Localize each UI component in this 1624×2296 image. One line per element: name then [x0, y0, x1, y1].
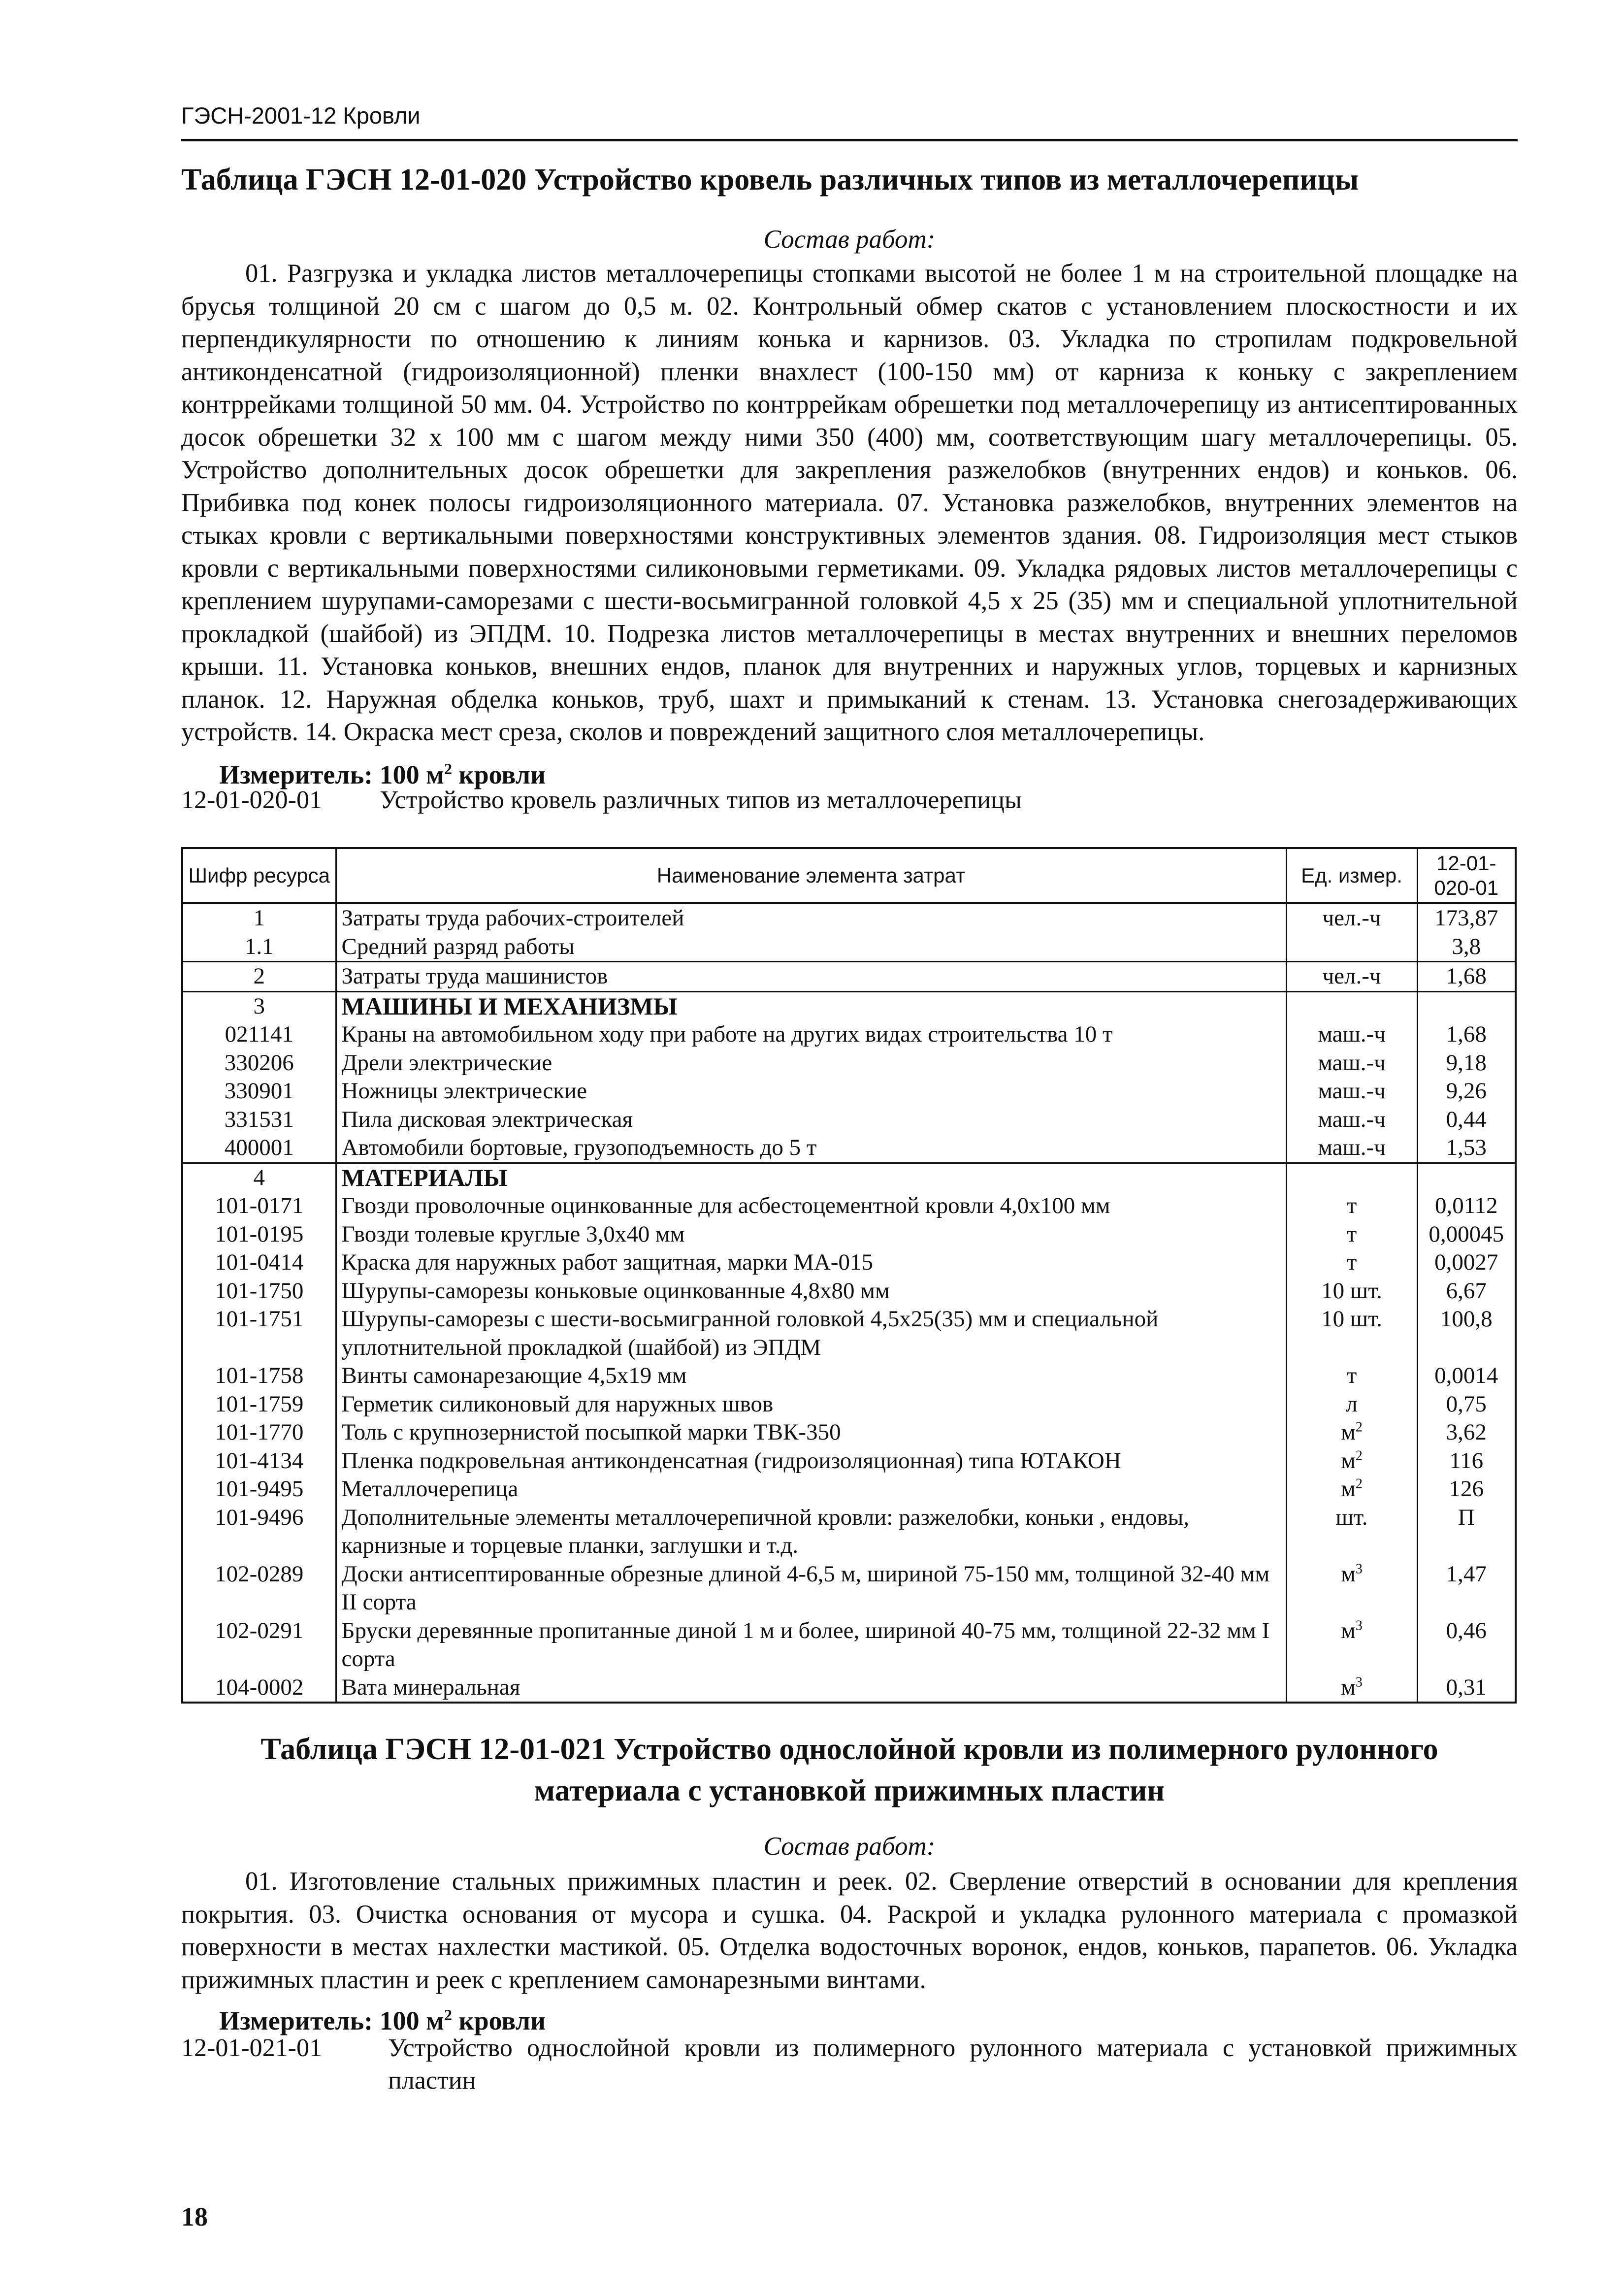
cell-unit-text: м [1341, 1561, 1356, 1587]
cell-unit-text: маш.-ч [1318, 1135, 1386, 1160]
cell-code-text: 101-0171 [215, 1193, 304, 1218]
table2-meter [219, 2000, 546, 2036]
table-row [182, 1560, 1516, 1617]
meter-sup: 2 [444, 760, 452, 778]
cell-value-text: 1,68 [1446, 1021, 1487, 1047]
norm-code: 12-01-020-01 [181, 786, 322, 814]
cell-value-text: 1,53 [1446, 1135, 1487, 1160]
table2-works-caption: Состав работ: [763, 1832, 936, 1861]
cell-value-text: 0,31 [1446, 1674, 1487, 1700]
cell-value [1417, 1362, 1516, 1390]
cell-name [336, 962, 1286, 992]
cell-name-text: Затраты труда машинистов [341, 963, 608, 989]
cell-name-text: Дополнительные элементы металлочерепичной кровли: разжелобки, коньки , ендовы, карнизные и торцевые планки, заглушки и т.д. [341, 1504, 1189, 1558]
table-row [182, 1418, 1516, 1447]
table-header-row [182, 848, 1516, 903]
cell-name [336, 991, 1286, 1020]
cell-code [182, 1560, 336, 1617]
cell-name-text: Толь с крупнозернистой посыпкой марки ТВК-350 [341, 1419, 841, 1445]
cell-name-text: Доски антисептированные обрезные длиной 4-6,5 м, шириной 75-150 мм, толщиной 32-40 мм II сорта [341, 1561, 1270, 1615]
col-header-code: Шифр ресурса [182, 848, 336, 903]
cell-unit [1286, 1475, 1417, 1504]
cell-code [182, 1134, 336, 1163]
cell-name-text: Пила дисковая электрическая [341, 1106, 633, 1132]
cell-unit-text: 10 шт. [1321, 1306, 1382, 1332]
cell-code-text: 400001 [224, 1135, 294, 1160]
cell-name-text: Металлочерепица [341, 1476, 519, 1502]
cell-code [182, 933, 336, 962]
table-row [182, 1106, 1516, 1134]
cell-name [336, 1617, 1286, 1673]
cell-value [1417, 1475, 1516, 1504]
cell-unit-text: л [1346, 1391, 1358, 1417]
table2-works-text: 01. Изготовление стальных прижимных пластин и реек. 02. Сверление отверстий в основании для крепления покрытия. 03. Очистка основания от мусора и сушка. 04. Раскрой и укладка рулонного материала с промазкой поверхности в местах нахлестки мастикой. 05. Отделка водосточных воронок, ендов, коньков, парапетов. 06. Укладка прижимных пластин и реек с креплением самонарезными винтами. [181, 1867, 1518, 1994]
cell-code [182, 1305, 336, 1362]
cell-code [182, 903, 336, 933]
table-row [182, 933, 1516, 962]
meter-value: 100 м [379, 2006, 444, 2035]
cell-name [336, 1362, 1286, 1390]
cell-unit-text: маш.-ч [1318, 1050, 1386, 1076]
cell-value [1417, 1504, 1516, 1560]
cell-code [182, 1418, 336, 1447]
cell-code-text: 101-1759 [215, 1391, 304, 1417]
table1-title: Таблица ГЭСН 12-01-020 Устройство кровель различных типов из металлочерепицы [181, 163, 1359, 197]
table-row [182, 903, 1516, 933]
cell-unit-text: м [1341, 1617, 1356, 1643]
cell-value-text: 0,44 [1446, 1106, 1487, 1132]
cell-name [336, 1049, 1286, 1078]
cell-value [1417, 1106, 1516, 1134]
cell-name [336, 1277, 1286, 1306]
cell-name-text: Винты самонарезающие 4,5х19 мм [341, 1363, 687, 1388]
cell-unit-text: маш.-ч [1318, 1106, 1386, 1132]
cell-name [336, 1077, 1286, 1106]
cell-code [182, 1020, 336, 1049]
cell-unit-text: м [1341, 1419, 1356, 1445]
cell-unit [1286, 1049, 1417, 1078]
cell-code-text: 101-1770 [215, 1419, 304, 1445]
cell-value [1417, 1418, 1516, 1447]
cell-name [336, 1106, 1286, 1134]
cell-unit [1286, 1362, 1417, 1390]
cell-name-text: Краска для наружных работ защитная, марки МА-015 [341, 1249, 874, 1275]
cell-name [336, 1390, 1286, 1419]
col-header-value: 12-01-020-01 [1417, 848, 1516, 903]
cell-value-text: 3,8 [1452, 933, 1481, 959]
cell-name-text: Ножницы электрические [341, 1078, 587, 1104]
cell-value-text: 0,0112 [1434, 1193, 1498, 1218]
cell-value [1417, 1673, 1516, 1703]
cell-name [336, 1020, 1286, 1049]
cell-value-text: 1,47 [1446, 1561, 1487, 1587]
cell-code-text: 102-0291 [215, 1617, 304, 1643]
table-row [182, 1475, 1516, 1504]
table2-title-line2: материала с установкой прижимных пластин [534, 1774, 1165, 1807]
cell-unit [1286, 1020, 1417, 1049]
cell-unit-text: шт. [1335, 1504, 1368, 1530]
table-row [182, 1447, 1516, 1476]
cell-code-text: 102-0289 [215, 1561, 304, 1587]
cell-name-text: Герметик силиконовый для наружных швов [341, 1391, 774, 1417]
cell-code-text: 104-0002 [215, 1674, 304, 1700]
cell-value [1417, 933, 1516, 962]
cell-value [1417, 1305, 1516, 1362]
unit-power: 2 [1355, 1419, 1363, 1435]
cell-name [336, 1305, 1286, 1362]
cell-unit-text: маш.-ч [1318, 1078, 1386, 1104]
cell-value-text: 6,67 [1446, 1278, 1487, 1304]
cell-unit-text: т [1346, 1221, 1357, 1247]
cell-unit [1286, 962, 1417, 992]
meter-value: 100 м [379, 760, 444, 789]
cell-unit [1286, 1134, 1417, 1163]
cell-code [182, 1617, 336, 1673]
cell-value-text: 173,87 [1434, 905, 1498, 931]
cell-code-text: 330901 [224, 1078, 294, 1104]
cell-name-text: Пленка подкровельная антиконденсатная (гидроизоляционная) типа ЮТАКОН [341, 1447, 1121, 1474]
cell-name [336, 1504, 1286, 1560]
table-row [182, 1077, 1516, 1106]
cell-unit [1286, 903, 1417, 933]
cell-unit [1286, 1192, 1417, 1220]
cell-code-text: 1.1 [244, 933, 274, 959]
table-row [182, 1049, 1516, 1078]
cell-code [182, 1673, 336, 1703]
cell-unit-text: т [1346, 1363, 1357, 1388]
cell-code [182, 1475, 336, 1504]
cell-value [1417, 962, 1516, 992]
running-head: ГЭСН-2001-12 Кровли [181, 102, 421, 129]
cell-value [1417, 1134, 1516, 1163]
cell-unit-text: маш.-ч [1318, 1021, 1386, 1047]
cell-unit [1286, 1560, 1417, 1617]
cell-name [336, 903, 1286, 933]
cell-value [1417, 1220, 1516, 1249]
cell-value [1417, 1020, 1516, 1049]
cell-name [336, 1220, 1286, 1249]
cell-name [336, 933, 1286, 962]
cell-name [336, 1192, 1286, 1220]
table-row [182, 1362, 1516, 1390]
table-row [182, 1192, 1516, 1220]
cell-code [182, 1106, 336, 1134]
cell-unit [1286, 1447, 1417, 1476]
table2-title-line1: Таблица ГЭСН 12-01-021 Устройство однослойной кровли из полимерного рулонного [260, 1733, 1438, 1766]
cell-unit [1286, 1390, 1417, 1419]
table-row [182, 1673, 1516, 1703]
cell-name [336, 1134, 1286, 1163]
cell-name [336, 1418, 1286, 1447]
cell-value [1417, 991, 1516, 1020]
cell-code-text: 331531 [224, 1106, 294, 1132]
cell-value [1417, 1192, 1516, 1220]
cell-value [1417, 1277, 1516, 1306]
cell-name-text: Шурупы-саморезы коньковые оцинкованные 4,8х80 мм [341, 1278, 890, 1304]
table-row [182, 1248, 1516, 1277]
table-row [182, 1504, 1516, 1560]
cell-code [182, 1504, 336, 1560]
cell-unit [1286, 1220, 1417, 1249]
cell-value-text: 0,00045 [1429, 1221, 1504, 1247]
cell-code [182, 1077, 336, 1106]
cell-name [336, 1560, 1286, 1617]
cell-code [182, 962, 336, 992]
cell-unit [1286, 1277, 1417, 1306]
meter-sup: 2 [444, 2006, 452, 2024]
cell-name-text: Гвозди проволочные оцинкованные для асбестоцементной кровли 4,0х100 мм [341, 1193, 1110, 1218]
table-row [182, 1390, 1516, 1419]
cell-unit-text: 10 шт. [1321, 1278, 1382, 1304]
resource-table-body [182, 903, 1516, 1703]
cell-unit [1286, 1106, 1417, 1134]
cell-code-text: 4 [253, 1164, 265, 1190]
cell-value [1417, 1163, 1516, 1192]
cell-value-text: 9,26 [1446, 1078, 1487, 1104]
cell-value-text: 1,68 [1446, 963, 1487, 989]
cell-name [336, 1163, 1286, 1192]
cell-value-text: П [1458, 1504, 1475, 1530]
cell-unit [1286, 1673, 1417, 1703]
unit-power: 3 [1355, 1617, 1363, 1633]
cell-code [182, 991, 336, 1020]
table1-works-caption: Состав работ: [763, 225, 936, 254]
cell-code-text: 101-9496 [215, 1504, 304, 1530]
cell-code [182, 1220, 336, 1249]
cell-code-text: 101-4134 [215, 1447, 304, 1474]
cell-name-text: Бруски деревянные пропитанные диной 1 м и более, шириной 40-75 мм, толщиной 22-32 мм I сорта [341, 1617, 1270, 1672]
norm-code: 12-01-021-01 [181, 2034, 322, 2062]
unit-power: 3 [1355, 1674, 1363, 1690]
cell-code [182, 1447, 336, 1476]
cell-unit [1286, 1617, 1417, 1673]
cell-unit-text: м [1341, 1447, 1356, 1474]
cell-code-text: 3 [253, 993, 265, 1019]
cell-code [182, 1277, 336, 1306]
table-row [182, 1277, 1516, 1306]
cell-value-text: 0,75 [1446, 1391, 1487, 1417]
cell-value [1417, 1077, 1516, 1106]
cell-name-text: МАШИНЫ И МЕХАНИЗМЫ [341, 992, 678, 1020]
cell-name-text: Гвозди толевые круглые 3,0х40 мм [341, 1221, 685, 1247]
cell-unit-text: т [1346, 1193, 1357, 1218]
unit-power: 2 [1355, 1476, 1363, 1492]
cell-unit [1286, 1077, 1417, 1106]
col-header-unit: Ед. измер. [1286, 848, 1417, 903]
cell-value [1417, 1560, 1516, 1617]
header-rule [181, 139, 1518, 141]
table2-title [181, 1729, 1518, 1811]
cell-code [182, 1049, 336, 1078]
cell-unit [1286, 1418, 1417, 1447]
meter-label: Измеритель: [219, 760, 373, 789]
table-row [182, 1617, 1516, 1673]
cell-unit-text: м [1341, 1674, 1356, 1700]
cell-name-text: Затраты труда рабочих-строителей [341, 905, 684, 931]
cell-value-text: 0,0027 [1434, 1249, 1498, 1275]
cell-code-text: 2 [253, 963, 265, 989]
cell-code [182, 1192, 336, 1220]
table-row [182, 1305, 1516, 1362]
cell-value [1417, 903, 1516, 933]
cell-value-text: 0,0014 [1434, 1363, 1498, 1388]
cell-name-text: МАТЕРИАЛЫ [341, 1163, 508, 1191]
cell-name-text: Краны на автомобильном ходу при работе на других видах строительства 10 т [341, 1021, 1113, 1047]
cell-value-text: 3,62 [1446, 1419, 1487, 1445]
cell-name [336, 1475, 1286, 1504]
cell-code [182, 1390, 336, 1419]
meter-unit: кровли [458, 760, 546, 789]
cell-value-text: 100,8 [1440, 1306, 1493, 1332]
cell-name-text: Дрели электрические [341, 1050, 552, 1076]
cell-unit-text: т [1346, 1249, 1357, 1275]
cell-unit [1286, 1305, 1417, 1362]
table1-works-text: 01. Разгрузка и укладка листов металлочерепицы стопками высотой не более 1 м на строительной площадке на брусья толщиной 20 см с шагом до 0,5 м. 02. Контрольный обмер скатов с установлением плоскостности и их перпендикулярности по отношению к линиям конька и карнизов. 03. Укладка по стропилам подкровельной антиконденсатной (гидроизоляционной) пленки внахлест (100-150 мм) от карниза к коньку с закреплением контррейками толщиной 50 мм. 04. Устройство по контррейкам обрешетки под металлочерепицу из антисептированных досок обрешетки 32 х 100 мм с шагом между ними 350 (400) мм, соответствующим шагу металлочерепицы. 05. Устройство дополнительных досок обрешетки для закрепления разжелобков (внутренних ендов) и коньков. 06. Прибивка под конек полосы гидроизоляционного материала. 07. Установка разжелобков, внутренних элементов на стыках кровли с вертикальными поверхностями конструктивных элементов здания. 08. Гидроизоляция мест стыков кровли с вертикальными поверхностями силиконовыми герметиками. 09. Укладка рядовых листов металлочерепицы с креплением шурупами-саморезами с шести-восьмигранной головкой 4,5 х 25 (35) мм и специальной уплотнительной прокладкой (шайбой) из ЭПДМ. 10. Подрезка листов металлочерепицы в местах внутренних и внешних переломов крыши. 11. Установка коньков, внешних ендов, планок для внутренних и наружных углов, торцевых и карнизных планок. 12. Наружная обделка коньков, труб, шахт и примыканий к стенам. 13. Установка снегозадерживающих устройств. 14. Окраска мест среза, сколов и повреждений защитного слоя металлочерепицы. [181, 259, 1518, 746]
cell-value [1417, 1049, 1516, 1078]
cell-value-text: 0,46 [1446, 1617, 1487, 1643]
cell-code [182, 1362, 336, 1390]
meter-label: Измеритель: [219, 2006, 373, 2035]
cell-unit [1286, 1163, 1417, 1192]
table-row [182, 1134, 1516, 1163]
page-number: 18 [181, 2202, 208, 2231]
norm-name: Устройство однослойной кровли из полимерного рулонного материала с установкой прижимных пластин [388, 2034, 1518, 2095]
table-section-row [182, 991, 1516, 1020]
cell-value-text: 126 [1449, 1476, 1484, 1502]
cell-value-text: 116 [1449, 1447, 1484, 1474]
cell-unit [1286, 1504, 1417, 1560]
cell-code-text: 021141 [225, 1021, 293, 1047]
unit-power: 3 [1355, 1561, 1363, 1576]
meter-unit: кровли [458, 2006, 546, 2035]
cell-value [1417, 1248, 1516, 1277]
table-row [182, 1220, 1516, 1249]
cell-unit [1286, 1248, 1417, 1277]
cell-code-text: 1 [253, 905, 265, 931]
cell-unit-text: чел.-ч [1322, 963, 1381, 989]
cell-name [336, 1447, 1286, 1476]
cell-unit-text: чел.-ч [1322, 905, 1381, 931]
cell-name [336, 1673, 1286, 1703]
cell-name-text: Шурупы-саморезы с шести-восьмигранной головкой 4,5х25(35) мм и специальной уплотнительной прокладкой (шайбой) из ЭПДМ [341, 1306, 1159, 1360]
cell-value [1417, 1617, 1516, 1673]
cell-code-text: 101-1758 [215, 1363, 304, 1388]
cell-value-text: 9,18 [1446, 1050, 1487, 1076]
unit-power: 2 [1355, 1447, 1363, 1463]
cell-name-text: Вата минеральная [341, 1674, 520, 1700]
cell-unit-text: м [1341, 1476, 1356, 1502]
cell-code-text: 101-1751 [215, 1306, 304, 1332]
cell-name [336, 1248, 1286, 1277]
cell-value [1417, 1447, 1516, 1476]
cell-name-text: Автомобили бортовые, грузоподъемность до 5 т [341, 1135, 817, 1160]
table-row [182, 962, 1516, 992]
cell-unit [1286, 991, 1417, 1020]
cell-code-text: 101-0195 [215, 1221, 304, 1247]
col-header-name: Наименование элемента затрат [336, 848, 1286, 903]
table-row [182, 1020, 1516, 1049]
table-section-row [182, 1163, 1516, 1192]
cell-value [1417, 1390, 1516, 1419]
cell-code-text: 330206 [224, 1050, 294, 1076]
cell-code [182, 1163, 336, 1192]
cell-code [182, 1248, 336, 1277]
cell-code-text: 101-0414 [215, 1249, 304, 1275]
cell-code-text: 101-1750 [215, 1278, 304, 1304]
cell-code-text: 101-9495 [215, 1476, 304, 1502]
cell-unit [1286, 933, 1417, 962]
norm-name: Устройство кровель различных типов из металлочерепицы [380, 786, 1022, 814]
cell-name-text: Средний разряд работы [341, 933, 575, 959]
resource-table [181, 847, 1517, 1704]
